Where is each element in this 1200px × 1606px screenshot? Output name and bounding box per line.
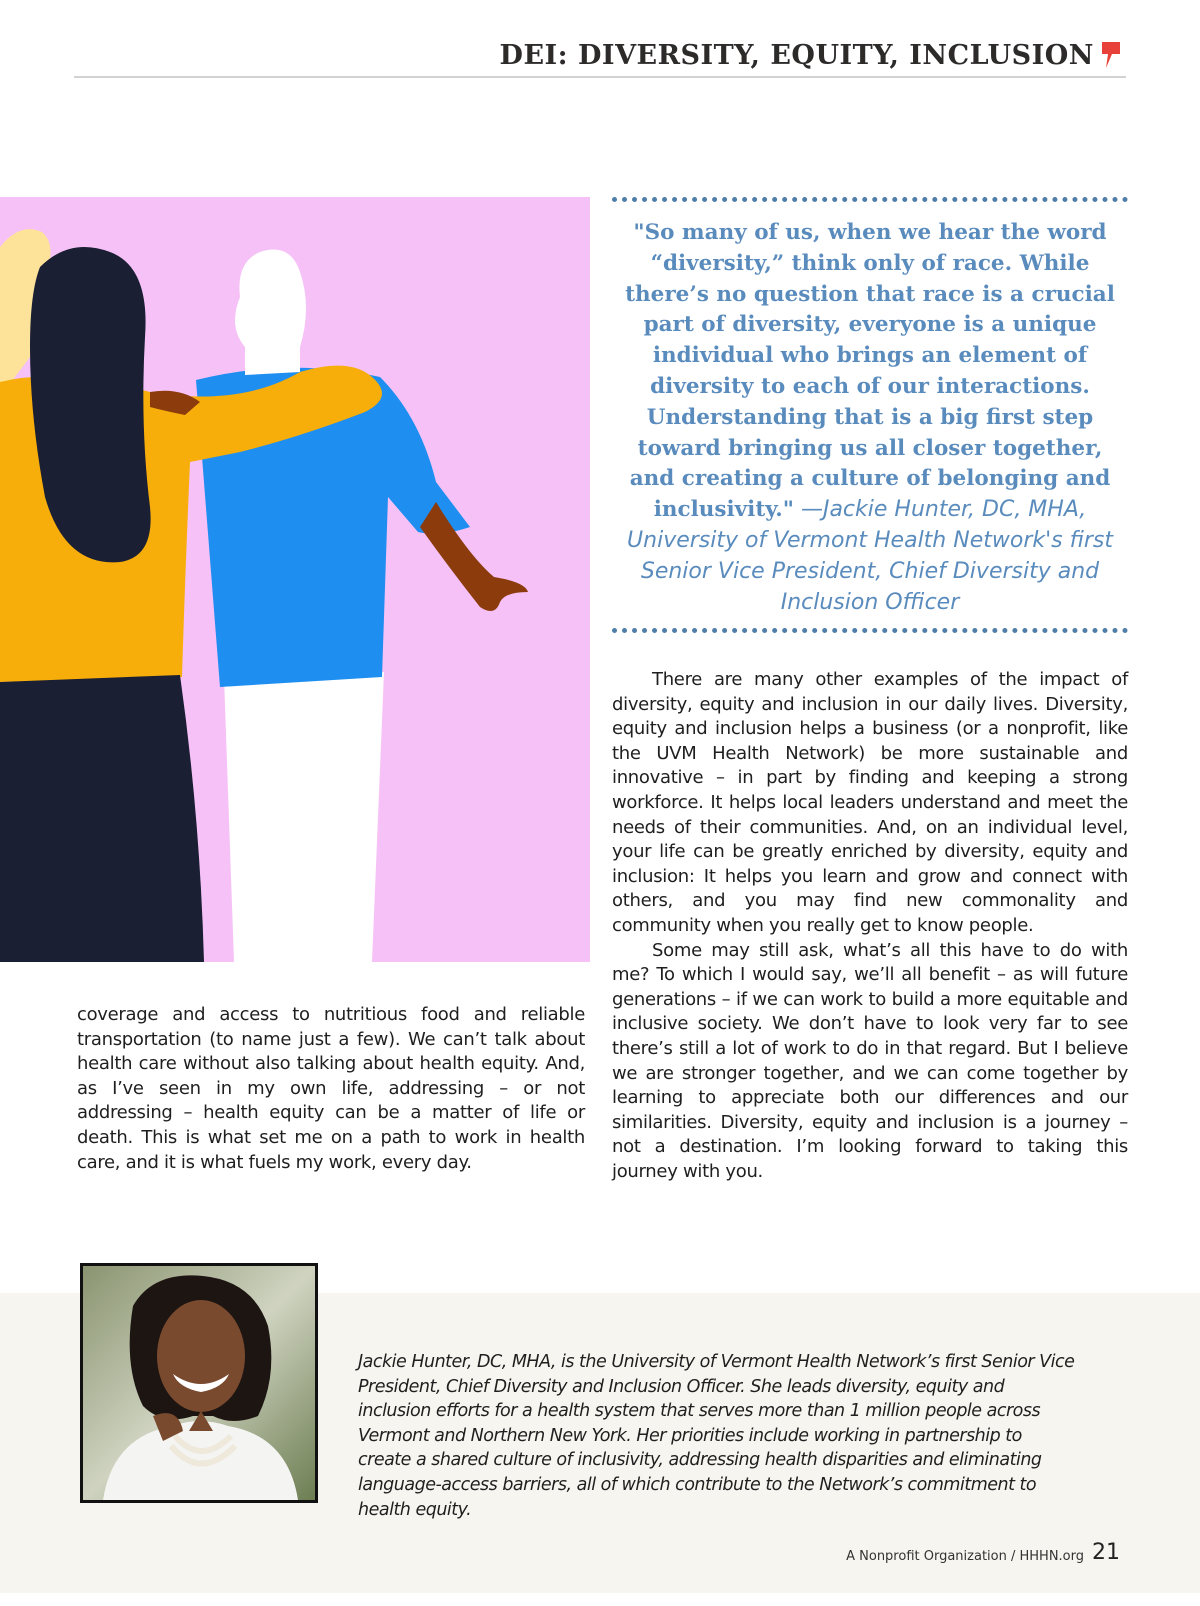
article-paragraph: Some may still ask, what’s all this have to do with me? To which I would say, we’ll all benefit – as will future generations – if we can work to build a more equitable and inclusive society. We don’t have to look very far to see there’s still a lot of work to do in that regard. But I believe we are stronger together, and we can come together by learning to appreciate both our differences and our similarities. Diversity, equity and inclusion is a journey – not a destination. I’m looking forward to taking this journey with you. xyxy=(612,939,1128,1182)
dark-skirt-shape xyxy=(0,675,204,962)
two-people-embracing-illustration xyxy=(0,197,590,962)
portrait-image xyxy=(83,1266,315,1500)
article-right-column xyxy=(612,668,1128,1184)
article-paragraph: coverage and access to nutritious food and reliable transportation (to name just a few). We can’t talk about health care without also talking about health equity. And, as I’ve seen in my own life, addressing – or not addressing – health equity can be a matter of life or death. This is what set me on a path to work in health care, and it is what fuels my work, every day. xyxy=(77,1004,585,1173)
article-left-column xyxy=(77,1003,585,1175)
author-bio: Jackie Hunter, DC, MHA, is the University of Vermont Health Network’s first Senior Vice President, Chief Diversity and Inclusion Officer. She leads diversity, equity and inclusion efforts for a health system that serves more than 1 million people across Vermont and Northern New York. Her priorities include working in partnership to create a shared culture of inclusivity, addressing health disparities and eliminating language-access barriers, all of which contribute to the Network’s commitment to health equity. xyxy=(358,1352,1075,1520)
pull-quote-text: "So many of us, when we hear the word “diversity,” think only of race. While there’s no question that race is a crucial part of diversity, everyone is a unique individual who brings an element of diversity to each of our interactions. Understanding that is a big first step toward bringing us all closer together, and creating a culture of belonging and inclusivity." xyxy=(625,220,1115,523)
author-portrait-photo xyxy=(80,1263,318,1503)
neck-shape xyxy=(245,347,300,375)
white-pants-shape xyxy=(224,672,384,962)
page-number: 21 xyxy=(1092,1540,1120,1565)
article-paragraph: There are many other examples of the impact of diversity, equity and inclusion in our daily lives. Diversity, equity and inclusion helps a business (or a nonprofit, like the UVM Health Network) be more sustainable and innovative – in part by finding and keeping a strong workforce. It helps local leaders understand and meet the needs of their communities. And, on an individual level, your life can be greatly enriched by diversity, equity and inclusion: It helps you learn and grow and connect with others, and you may find new commonality and community when you really get to know people. xyxy=(612,669,1128,936)
footer-organization: A Nonprofit Organization / HHHN.org xyxy=(846,1549,1084,1564)
pull-quote xyxy=(612,197,1128,633)
section-header xyxy=(74,36,1126,78)
white-hair-head xyxy=(235,250,306,358)
pull-quote-attribution: —Jackie Hunter, DC, MHA, University of Vermont Health Network's first Senior Vice President, Chief Diversity and Inclusion Officer xyxy=(627,497,1113,615)
section-title: DEI: DIVERSITY, EQUITY, INCLUSION xyxy=(499,40,1094,71)
red-flag-icon xyxy=(1100,40,1122,72)
